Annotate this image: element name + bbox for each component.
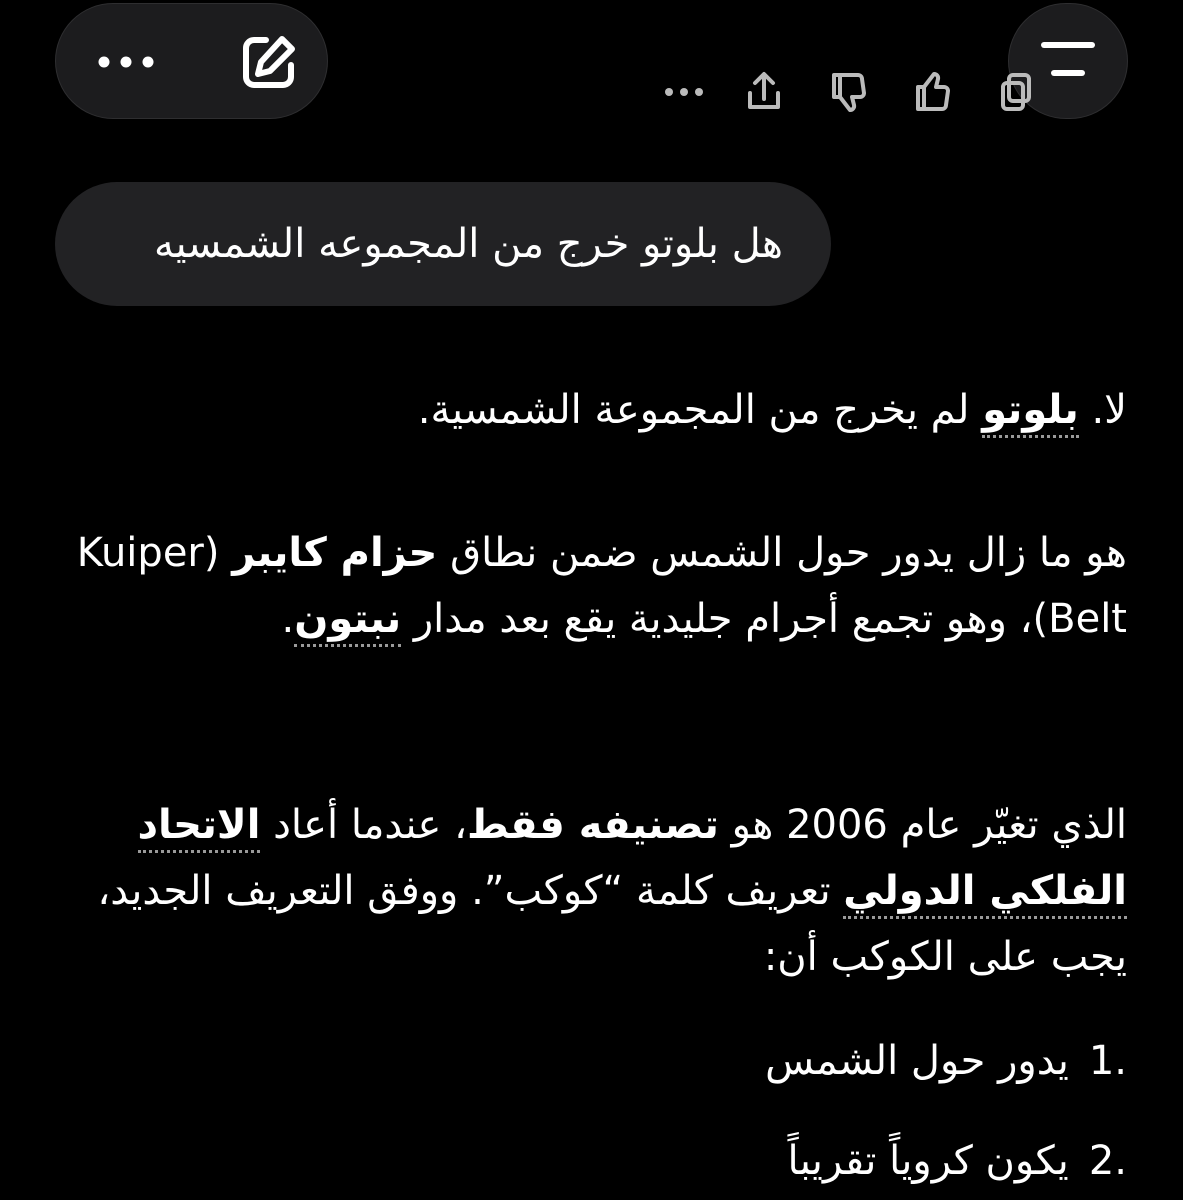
answer-text: . [281, 596, 295, 642]
answer-paragraph-2 [57, 520, 1127, 652]
copy-icon[interactable] [992, 64, 1040, 120]
ellipsis-icon[interactable] [94, 38, 158, 86]
answer-paragraph-1 [57, 377, 1127, 443]
list-item-text: يكون كروياً تقريباً [787, 1138, 1069, 1184]
answer-text: (Kuiper Belt)، وهو تجمع أجرام جليدية يقع بعد مدار [76, 530, 1127, 642]
bold-term-kuiper-belt: حزام كايبر [232, 530, 438, 576]
ellipsis-icon[interactable] [660, 64, 708, 120]
header-actions-pill [55, 3, 328, 119]
answer-text: لم يخرج من المجموعة الشمسية. [417, 387, 983, 433]
user-message-bubble [55, 182, 831, 306]
entity-link-neptune[interactable]: نبتون [294, 596, 401, 647]
list-item-text: يدور حول الشمس [765, 1038, 1069, 1084]
answer-text: الذي تغيّر عام 2006 هو [718, 802, 1127, 848]
list-item [788, 1128, 1127, 1194]
bold-term-classification: تصنيفه فقط [467, 802, 719, 848]
compose-icon[interactable] [238, 31, 300, 93]
answer-text: هو ما زال يدور حول الشمس ضمن نطاق [437, 530, 1127, 576]
answer-paragraph-3 [57, 792, 1127, 990]
answer-text: لا. [1078, 387, 1127, 433]
entity-link-pluto[interactable]: بلوتو [982, 387, 1079, 438]
thumbs-down-icon[interactable] [826, 64, 874, 120]
thumbs-up-icon[interactable] [910, 64, 958, 120]
entity-link-iau[interactable]: الاتحاد الفلكي الدولي [138, 802, 1127, 919]
list-item-number: .2 [1088, 1138, 1127, 1184]
list-item [765, 1028, 1127, 1094]
list-item-number: .1 [1088, 1038, 1127, 1084]
share-icon[interactable] [740, 64, 788, 120]
hamburger-icon [1040, 39, 1096, 83]
answer-text: تعريف كلمة “كوكب”. ووفق التعريف الجديد، يجب على الكوكب أن: [97, 868, 1127, 980]
user-message-text: هل بلوتو خرج من المجموعه الشمسيه [154, 221, 783, 267]
answer-text: ، عندما أعاد [260, 802, 467, 848]
